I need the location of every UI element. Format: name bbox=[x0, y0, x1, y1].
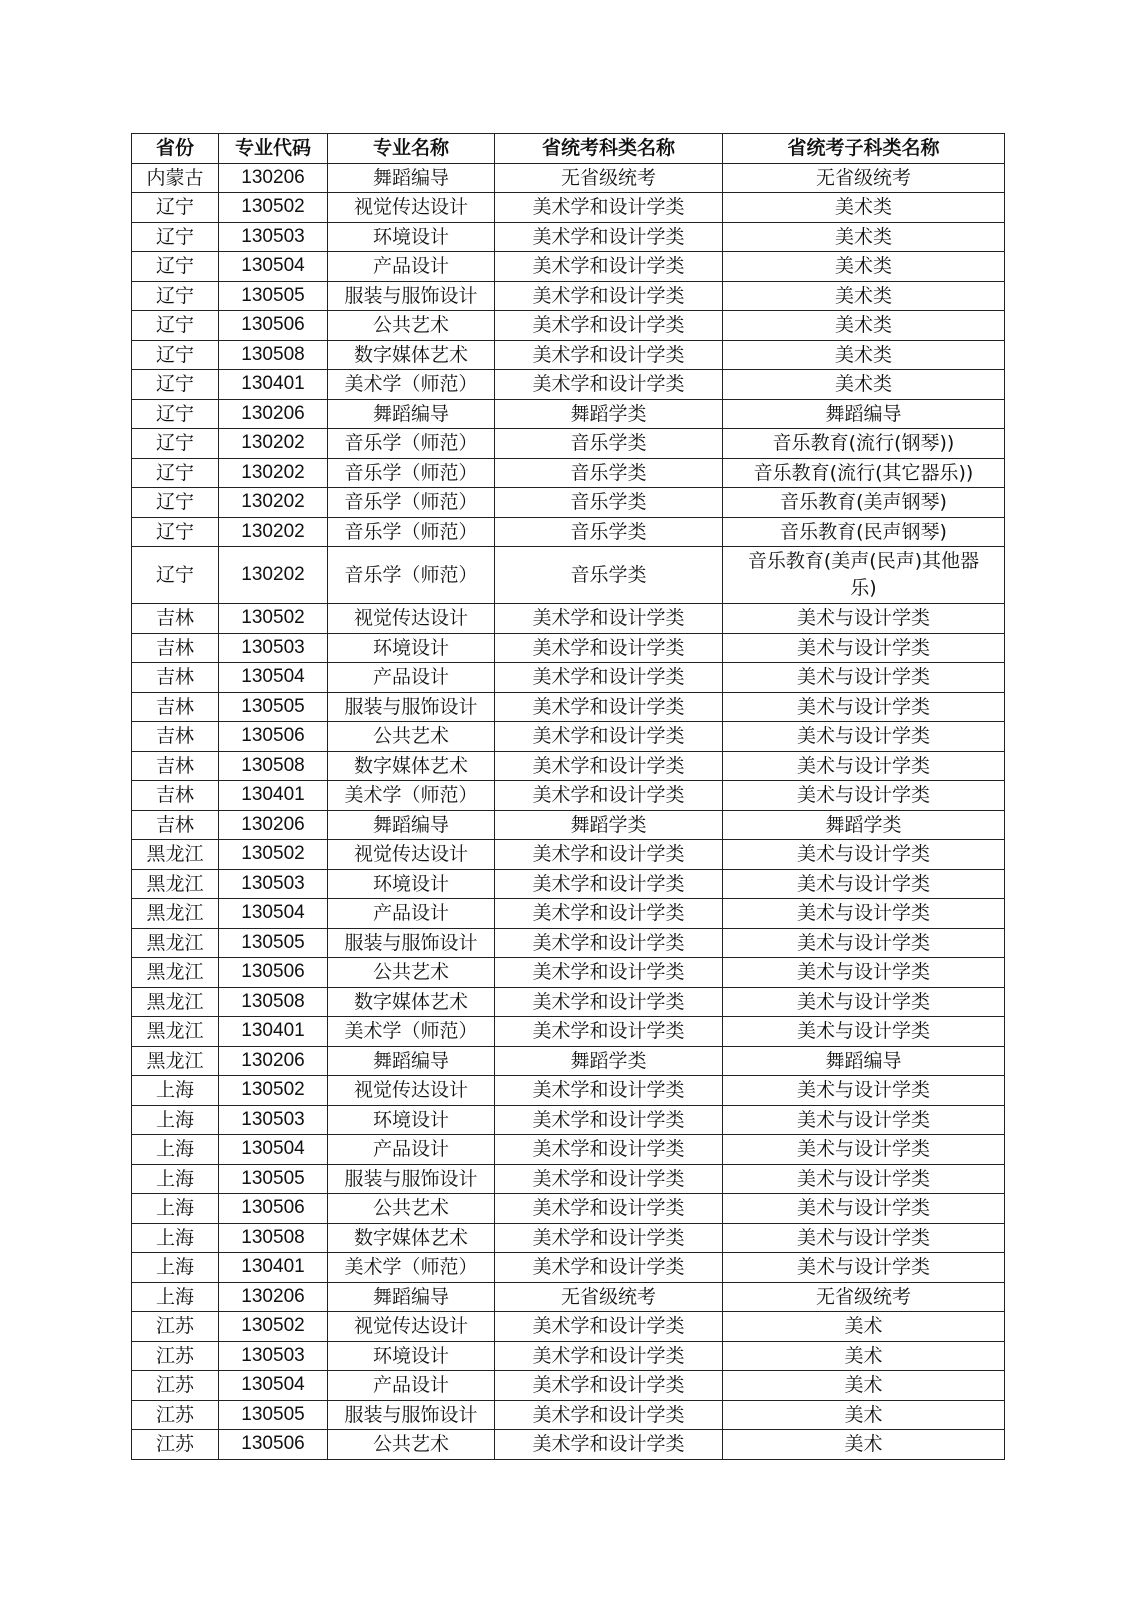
cell-exam-category: 美术学和设计学类 bbox=[495, 1253, 723, 1283]
cell-major-name: 舞蹈编导 bbox=[328, 399, 495, 429]
cell-province: 黑龙江 bbox=[132, 840, 219, 870]
cell-major-code: 130206 bbox=[219, 163, 328, 193]
table-row bbox=[132, 281, 1005, 311]
table-row bbox=[132, 1046, 1005, 1076]
cell-major-name: 音乐学（师范） bbox=[328, 547, 495, 604]
cell-exam-category: 美术学和设计学类 bbox=[495, 692, 723, 722]
cell-exam-category: 美术学和设计学类 bbox=[495, 1105, 723, 1135]
cell-exam-category: 美术学和设计学类 bbox=[495, 252, 723, 282]
cell-major-name: 服装与服饰设计 bbox=[328, 692, 495, 722]
table-row bbox=[132, 722, 1005, 752]
cell-exam-subcategory: 美术 bbox=[723, 1371, 1005, 1401]
table-row bbox=[132, 1076, 1005, 1106]
table-row bbox=[132, 222, 1005, 252]
cell-exam-category: 美术学和设计学类 bbox=[495, 1312, 723, 1342]
cell-major-name: 数字媒体艺术 bbox=[328, 340, 495, 370]
cell-exam-subcategory: 美术与设计学类 bbox=[723, 663, 1005, 693]
cell-exam-subcategory: 美术与设计学类 bbox=[723, 1105, 1005, 1135]
table-row bbox=[132, 781, 1005, 811]
cell-exam-category: 美术学和设计学类 bbox=[495, 281, 723, 311]
cell-province: 黑龙江 bbox=[132, 869, 219, 899]
cell-major-name: 环境设计 bbox=[328, 633, 495, 663]
cell-major-name: 环境设计 bbox=[328, 1341, 495, 1371]
cell-major-name: 公共艺术 bbox=[328, 722, 495, 752]
cell-province: 辽宁 bbox=[132, 370, 219, 400]
cell-major-code: 130502 bbox=[219, 1312, 328, 1342]
cell-province: 上海 bbox=[132, 1076, 219, 1106]
cell-exam-subcategory: 美术与设计学类 bbox=[723, 840, 1005, 870]
cell-exam-subcategory: 美术与设计学类 bbox=[723, 692, 1005, 722]
cell-major-name: 美术学（师范） bbox=[328, 370, 495, 400]
cell-province: 上海 bbox=[132, 1282, 219, 1312]
cell-province: 黑龙江 bbox=[132, 928, 219, 958]
cell-exam-subcategory: 美术与设计学类 bbox=[723, 633, 1005, 663]
cell-major-code: 130502 bbox=[219, 193, 328, 223]
cell-exam-category: 美术学和设计学类 bbox=[495, 958, 723, 988]
cell-exam-subcategory: 舞蹈学类 bbox=[723, 810, 1005, 840]
cell-exam-subcategory: 无省级统考 bbox=[723, 163, 1005, 193]
cell-exam-subcategory: 美术与设计学类 bbox=[723, 1135, 1005, 1165]
cell-exam-category: 美术学和设计学类 bbox=[495, 1371, 723, 1401]
table-row bbox=[132, 1135, 1005, 1165]
cell-major-code: 130202 bbox=[219, 488, 328, 518]
cell-major-code: 130503 bbox=[219, 1341, 328, 1371]
cell-exam-category: 音乐学类 bbox=[495, 488, 723, 518]
cell-major-code: 130505 bbox=[219, 1164, 328, 1194]
cell-major-code: 130206 bbox=[219, 1046, 328, 1076]
cell-major-code: 130401 bbox=[219, 1017, 328, 1047]
table-row bbox=[132, 869, 1005, 899]
table-row bbox=[132, 340, 1005, 370]
cell-province: 江苏 bbox=[132, 1430, 219, 1460]
cell-province: 辽宁 bbox=[132, 517, 219, 547]
cell-major-name: 美术学（师范） bbox=[328, 1017, 495, 1047]
table-row bbox=[132, 1017, 1005, 1047]
cell-major-code: 130503 bbox=[219, 222, 328, 252]
table-row bbox=[132, 840, 1005, 870]
table-row bbox=[132, 370, 1005, 400]
table-row bbox=[132, 899, 1005, 929]
cell-exam-subcategory: 美术与设计学类 bbox=[723, 1194, 1005, 1224]
cell-province: 吉林 bbox=[132, 663, 219, 693]
cell-exam-category: 舞蹈学类 bbox=[495, 1046, 723, 1076]
table-row bbox=[132, 1282, 1005, 1312]
cell-major-name: 音乐学（师范） bbox=[328, 517, 495, 547]
cell-major-code: 130508 bbox=[219, 340, 328, 370]
cell-exam-category: 美术学和设计学类 bbox=[495, 1076, 723, 1106]
cell-exam-category: 美术学和设计学类 bbox=[495, 781, 723, 811]
cell-major-name: 服装与服饰设计 bbox=[328, 1400, 495, 1430]
cell-exam-category: 美术学和设计学类 bbox=[495, 869, 723, 899]
cell-province: 吉林 bbox=[132, 722, 219, 752]
cell-exam-category: 无省级统考 bbox=[495, 163, 723, 193]
table-row bbox=[132, 311, 1005, 341]
cell-major-code: 130506 bbox=[219, 1194, 328, 1224]
cell-major-code: 130504 bbox=[219, 663, 328, 693]
cell-major-name: 数字媒体艺术 bbox=[328, 987, 495, 1017]
cell-exam-category: 美术学和设计学类 bbox=[495, 663, 723, 693]
cell-exam-subcategory: 美术与设计学类 bbox=[723, 1253, 1005, 1283]
cell-major-code: 130505 bbox=[219, 692, 328, 722]
cell-major-code: 130506 bbox=[219, 311, 328, 341]
cell-major-name: 服装与服饰设计 bbox=[328, 281, 495, 311]
cell-major-code: 130504 bbox=[219, 1371, 328, 1401]
cell-exam-subcategory: 舞蹈编导 bbox=[723, 399, 1005, 429]
cell-major-code: 130502 bbox=[219, 840, 328, 870]
table-row bbox=[132, 1253, 1005, 1283]
table-row bbox=[132, 399, 1005, 429]
cell-exam-category: 美术学和设计学类 bbox=[495, 1223, 723, 1253]
table-row bbox=[132, 663, 1005, 693]
cell-province: 黑龙江 bbox=[132, 899, 219, 929]
cell-major-code: 130506 bbox=[219, 1430, 328, 1460]
cell-province: 辽宁 bbox=[132, 311, 219, 341]
cell-major-name: 视觉传达设计 bbox=[328, 1076, 495, 1106]
cell-major-name: 数字媒体艺术 bbox=[328, 1223, 495, 1253]
cell-exam-category: 美术学和设计学类 bbox=[495, 633, 723, 663]
cell-province: 江苏 bbox=[132, 1312, 219, 1342]
cell-province: 吉林 bbox=[132, 751, 219, 781]
header-row bbox=[132, 134, 1005, 164]
cell-province: 辽宁 bbox=[132, 193, 219, 223]
table-row bbox=[132, 1223, 1005, 1253]
cell-province: 江苏 bbox=[132, 1371, 219, 1401]
cell-exam-subcategory: 美术类 bbox=[723, 340, 1005, 370]
cell-province: 内蒙古 bbox=[132, 163, 219, 193]
table-row bbox=[132, 1430, 1005, 1460]
table-row bbox=[132, 1371, 1005, 1401]
table-row bbox=[132, 928, 1005, 958]
cell-exam-subcategory: 美术与设计学类 bbox=[723, 987, 1005, 1017]
cell-major-code: 130202 bbox=[219, 429, 328, 459]
cell-province: 辽宁 bbox=[132, 222, 219, 252]
cell-province: 上海 bbox=[132, 1223, 219, 1253]
cell-exam-subcategory: 美术 bbox=[723, 1312, 1005, 1342]
cell-major-code: 130206 bbox=[219, 810, 328, 840]
cell-major-name: 舞蹈编导 bbox=[328, 810, 495, 840]
cell-major-code: 130506 bbox=[219, 958, 328, 988]
table-row bbox=[132, 751, 1005, 781]
cell-exam-category: 美术学和设计学类 bbox=[495, 1430, 723, 1460]
cell-exam-category: 美术学和设计学类 bbox=[495, 928, 723, 958]
cell-major-name: 视觉传达设计 bbox=[328, 1312, 495, 1342]
cell-province: 吉林 bbox=[132, 604, 219, 634]
cell-major-code: 130504 bbox=[219, 252, 328, 282]
cell-exam-category: 美术学和设计学类 bbox=[495, 1164, 723, 1194]
cell-province: 黑龙江 bbox=[132, 987, 219, 1017]
cell-exam-subcategory: 美术与设计学类 bbox=[723, 958, 1005, 988]
table-row bbox=[132, 1164, 1005, 1194]
cell-major-name: 舞蹈编导 bbox=[328, 1046, 495, 1076]
table-row bbox=[132, 458, 1005, 488]
cell-major-name: 环境设计 bbox=[328, 1105, 495, 1135]
table-row bbox=[132, 987, 1005, 1017]
cell-exam-category: 美术学和设计学类 bbox=[495, 370, 723, 400]
cell-exam-subcategory: 音乐教育(流行(钢琴)) bbox=[723, 429, 1005, 459]
cell-major-code: 130401 bbox=[219, 1253, 328, 1283]
cell-exam-category: 美术学和设计学类 bbox=[495, 899, 723, 929]
cell-exam-subcategory: 美术与设计学类 bbox=[723, 1164, 1005, 1194]
cell-province: 上海 bbox=[132, 1164, 219, 1194]
cell-exam-subcategory: 美术与设计学类 bbox=[723, 781, 1005, 811]
cell-major-code: 130505 bbox=[219, 1400, 328, 1430]
cell-major-name: 视觉传达设计 bbox=[328, 604, 495, 634]
cell-exam-subcategory: 美术与设计学类 bbox=[723, 869, 1005, 899]
cell-province: 上海 bbox=[132, 1194, 219, 1224]
cell-exam-subcategory: 美术类 bbox=[723, 311, 1005, 341]
table-row bbox=[132, 547, 1005, 604]
cell-major-code: 130503 bbox=[219, 869, 328, 899]
cell-major-code: 130503 bbox=[219, 633, 328, 663]
cell-major-code: 130508 bbox=[219, 987, 328, 1017]
table-row bbox=[132, 958, 1005, 988]
cell-major-name: 产品设计 bbox=[328, 1371, 495, 1401]
cell-exam-category: 美术学和设计学类 bbox=[495, 193, 723, 223]
header-exam-category: 省统考科类名称 bbox=[495, 134, 723, 164]
header-province: 省份 bbox=[132, 134, 219, 164]
cell-province: 辽宁 bbox=[132, 340, 219, 370]
cell-major-name: 音乐学（师范） bbox=[328, 458, 495, 488]
cell-exam-category: 美术学和设计学类 bbox=[495, 311, 723, 341]
cell-exam-category: 无省级统考 bbox=[495, 1282, 723, 1312]
cell-province: 上海 bbox=[132, 1253, 219, 1283]
cell-province: 辽宁 bbox=[132, 458, 219, 488]
cell-exam-subcategory: 音乐教育(美声(民声)其他器乐) bbox=[723, 547, 1005, 604]
cell-major-name: 产品设计 bbox=[328, 663, 495, 693]
cell-province: 上海 bbox=[132, 1135, 219, 1165]
cell-exam-category: 美术学和设计学类 bbox=[495, 840, 723, 870]
cell-major-name: 产品设计 bbox=[328, 1135, 495, 1165]
cell-province: 吉林 bbox=[132, 633, 219, 663]
cell-province: 辽宁 bbox=[132, 252, 219, 282]
cell-major-name: 音乐学（师范） bbox=[328, 488, 495, 518]
table-header bbox=[132, 134, 1005, 164]
cell-major-name: 美术学（师范） bbox=[328, 781, 495, 811]
table-row bbox=[132, 1312, 1005, 1342]
cell-province: 上海 bbox=[132, 1105, 219, 1135]
cell-province: 江苏 bbox=[132, 1341, 219, 1371]
cell-major-name: 美术学（师范） bbox=[328, 1253, 495, 1283]
table-row bbox=[132, 193, 1005, 223]
cell-exam-subcategory: 美术 bbox=[723, 1430, 1005, 1460]
cell-exam-category: 美术学和设计学类 bbox=[495, 222, 723, 252]
cell-province: 吉林 bbox=[132, 781, 219, 811]
cell-exam-subcategory: 美术与设计学类 bbox=[723, 1076, 1005, 1106]
cell-exam-category: 美术学和设计学类 bbox=[495, 1341, 723, 1371]
cell-exam-category: 舞蹈学类 bbox=[495, 810, 723, 840]
cell-exam-subcategory: 舞蹈编导 bbox=[723, 1046, 1005, 1076]
cell-major-code: 130503 bbox=[219, 1105, 328, 1135]
cell-province: 吉林 bbox=[132, 810, 219, 840]
cell-province: 江苏 bbox=[132, 1400, 219, 1430]
cell-major-code: 130505 bbox=[219, 928, 328, 958]
cell-major-code: 130502 bbox=[219, 604, 328, 634]
cell-major-code: 130508 bbox=[219, 751, 328, 781]
cell-exam-subcategory: 美术与设计学类 bbox=[723, 1223, 1005, 1253]
table-row bbox=[132, 1194, 1005, 1224]
cell-major-code: 130206 bbox=[219, 399, 328, 429]
cell-province: 吉林 bbox=[132, 692, 219, 722]
table-row bbox=[132, 810, 1005, 840]
cell-exam-subcategory: 音乐教育(美声钢琴) bbox=[723, 488, 1005, 518]
table-row bbox=[132, 1105, 1005, 1135]
cell-exam-category: 美术学和设计学类 bbox=[495, 1194, 723, 1224]
cell-exam-category: 音乐学类 bbox=[495, 547, 723, 604]
cell-exam-subcategory: 美术与设计学类 bbox=[723, 604, 1005, 634]
cell-exam-subcategory: 美术与设计学类 bbox=[723, 899, 1005, 929]
cell-major-name: 环境设计 bbox=[328, 869, 495, 899]
cell-major-name: 视觉传达设计 bbox=[328, 840, 495, 870]
cell-major-code: 130202 bbox=[219, 517, 328, 547]
header-major-name: 专业名称 bbox=[328, 134, 495, 164]
table-row bbox=[132, 604, 1005, 634]
cell-major-code: 130508 bbox=[219, 1223, 328, 1253]
cell-major-code: 130502 bbox=[219, 1076, 328, 1106]
cell-exam-subcategory: 美术 bbox=[723, 1400, 1005, 1430]
cell-major-code: 130505 bbox=[219, 281, 328, 311]
cell-major-name: 公共艺术 bbox=[328, 311, 495, 341]
cell-major-name: 公共艺术 bbox=[328, 1194, 495, 1224]
cell-exam-subcategory: 美术类 bbox=[723, 222, 1005, 252]
cell-exam-subcategory: 美术 bbox=[723, 1341, 1005, 1371]
cell-province: 辽宁 bbox=[132, 488, 219, 518]
cell-exam-category: 美术学和设计学类 bbox=[495, 1135, 723, 1165]
cell-major-name: 舞蹈编导 bbox=[328, 1282, 495, 1312]
header-major-code: 专业代码 bbox=[219, 134, 328, 164]
cell-major-name: 舞蹈编导 bbox=[328, 163, 495, 193]
cell-major-name: 公共艺术 bbox=[328, 958, 495, 988]
table-row bbox=[132, 1341, 1005, 1371]
cell-exam-subcategory: 美术与设计学类 bbox=[723, 1017, 1005, 1047]
cell-province: 辽宁 bbox=[132, 399, 219, 429]
cell-exam-category: 美术学和设计学类 bbox=[495, 722, 723, 752]
cell-major-name: 服装与服饰设计 bbox=[328, 1164, 495, 1194]
table-body bbox=[132, 163, 1005, 1459]
cell-exam-category: 音乐学类 bbox=[495, 458, 723, 488]
table-row bbox=[132, 692, 1005, 722]
table-row bbox=[132, 1400, 1005, 1430]
cell-exam-subcategory: 音乐教育(流行(其它器乐)) bbox=[723, 458, 1005, 488]
cell-exam-subcategory: 美术类 bbox=[723, 193, 1005, 223]
cell-major-code: 130401 bbox=[219, 781, 328, 811]
cell-exam-category: 美术学和设计学类 bbox=[495, 604, 723, 634]
cell-major-name: 公共艺术 bbox=[328, 1430, 495, 1460]
table-row bbox=[132, 517, 1005, 547]
cell-province: 黑龙江 bbox=[132, 958, 219, 988]
cell-major-name: 视觉传达设计 bbox=[328, 193, 495, 223]
cell-major-code: 130401 bbox=[219, 370, 328, 400]
cell-exam-category: 美术学和设计学类 bbox=[495, 340, 723, 370]
header-exam-subcategory: 省统考子科类名称 bbox=[723, 134, 1005, 164]
cell-exam-category: 舞蹈学类 bbox=[495, 399, 723, 429]
cell-major-code: 130202 bbox=[219, 458, 328, 488]
cell-major-name: 产品设计 bbox=[328, 252, 495, 282]
cell-exam-category: 美术学和设计学类 bbox=[495, 1400, 723, 1430]
cell-exam-category: 美术学和设计学类 bbox=[495, 1017, 723, 1047]
cell-major-code: 130506 bbox=[219, 722, 328, 752]
cell-exam-category: 美术学和设计学类 bbox=[495, 987, 723, 1017]
cell-major-code: 130504 bbox=[219, 1135, 328, 1165]
cell-major-name: 服装与服饰设计 bbox=[328, 928, 495, 958]
table-row bbox=[132, 488, 1005, 518]
cell-exam-subcategory: 音乐教育(民声钢琴) bbox=[723, 517, 1005, 547]
table-row bbox=[132, 252, 1005, 282]
cell-exam-subcategory: 美术类 bbox=[723, 252, 1005, 282]
cell-province: 黑龙江 bbox=[132, 1017, 219, 1047]
cell-major-name: 产品设计 bbox=[328, 899, 495, 929]
cell-exam-subcategory: 美术与设计学类 bbox=[723, 722, 1005, 752]
cell-exam-subcategory: 无省级统考 bbox=[723, 1282, 1005, 1312]
cell-exam-category: 音乐学类 bbox=[495, 429, 723, 459]
cell-exam-category: 美术学和设计学类 bbox=[495, 751, 723, 781]
cell-major-code: 130206 bbox=[219, 1282, 328, 1312]
cell-exam-subcategory: 美术与设计学类 bbox=[723, 751, 1005, 781]
cell-province: 黑龙江 bbox=[132, 1046, 219, 1076]
cell-exam-subcategory: 美术类 bbox=[723, 370, 1005, 400]
cell-exam-category: 音乐学类 bbox=[495, 517, 723, 547]
cell-province: 辽宁 bbox=[132, 429, 219, 459]
cell-major-name: 环境设计 bbox=[328, 222, 495, 252]
cell-major-code: 130504 bbox=[219, 899, 328, 929]
cell-major-name: 数字媒体艺术 bbox=[328, 751, 495, 781]
cell-major-code: 130202 bbox=[219, 547, 328, 604]
cell-major-name: 音乐学（师范） bbox=[328, 429, 495, 459]
major-table bbox=[131, 133, 1005, 1460]
cell-exam-subcategory: 美术类 bbox=[723, 281, 1005, 311]
table-row bbox=[132, 429, 1005, 459]
cell-province: 辽宁 bbox=[132, 547, 219, 604]
table-row bbox=[132, 163, 1005, 193]
cell-province: 辽宁 bbox=[132, 281, 219, 311]
table-row bbox=[132, 633, 1005, 663]
cell-exam-subcategory: 美术与设计学类 bbox=[723, 928, 1005, 958]
